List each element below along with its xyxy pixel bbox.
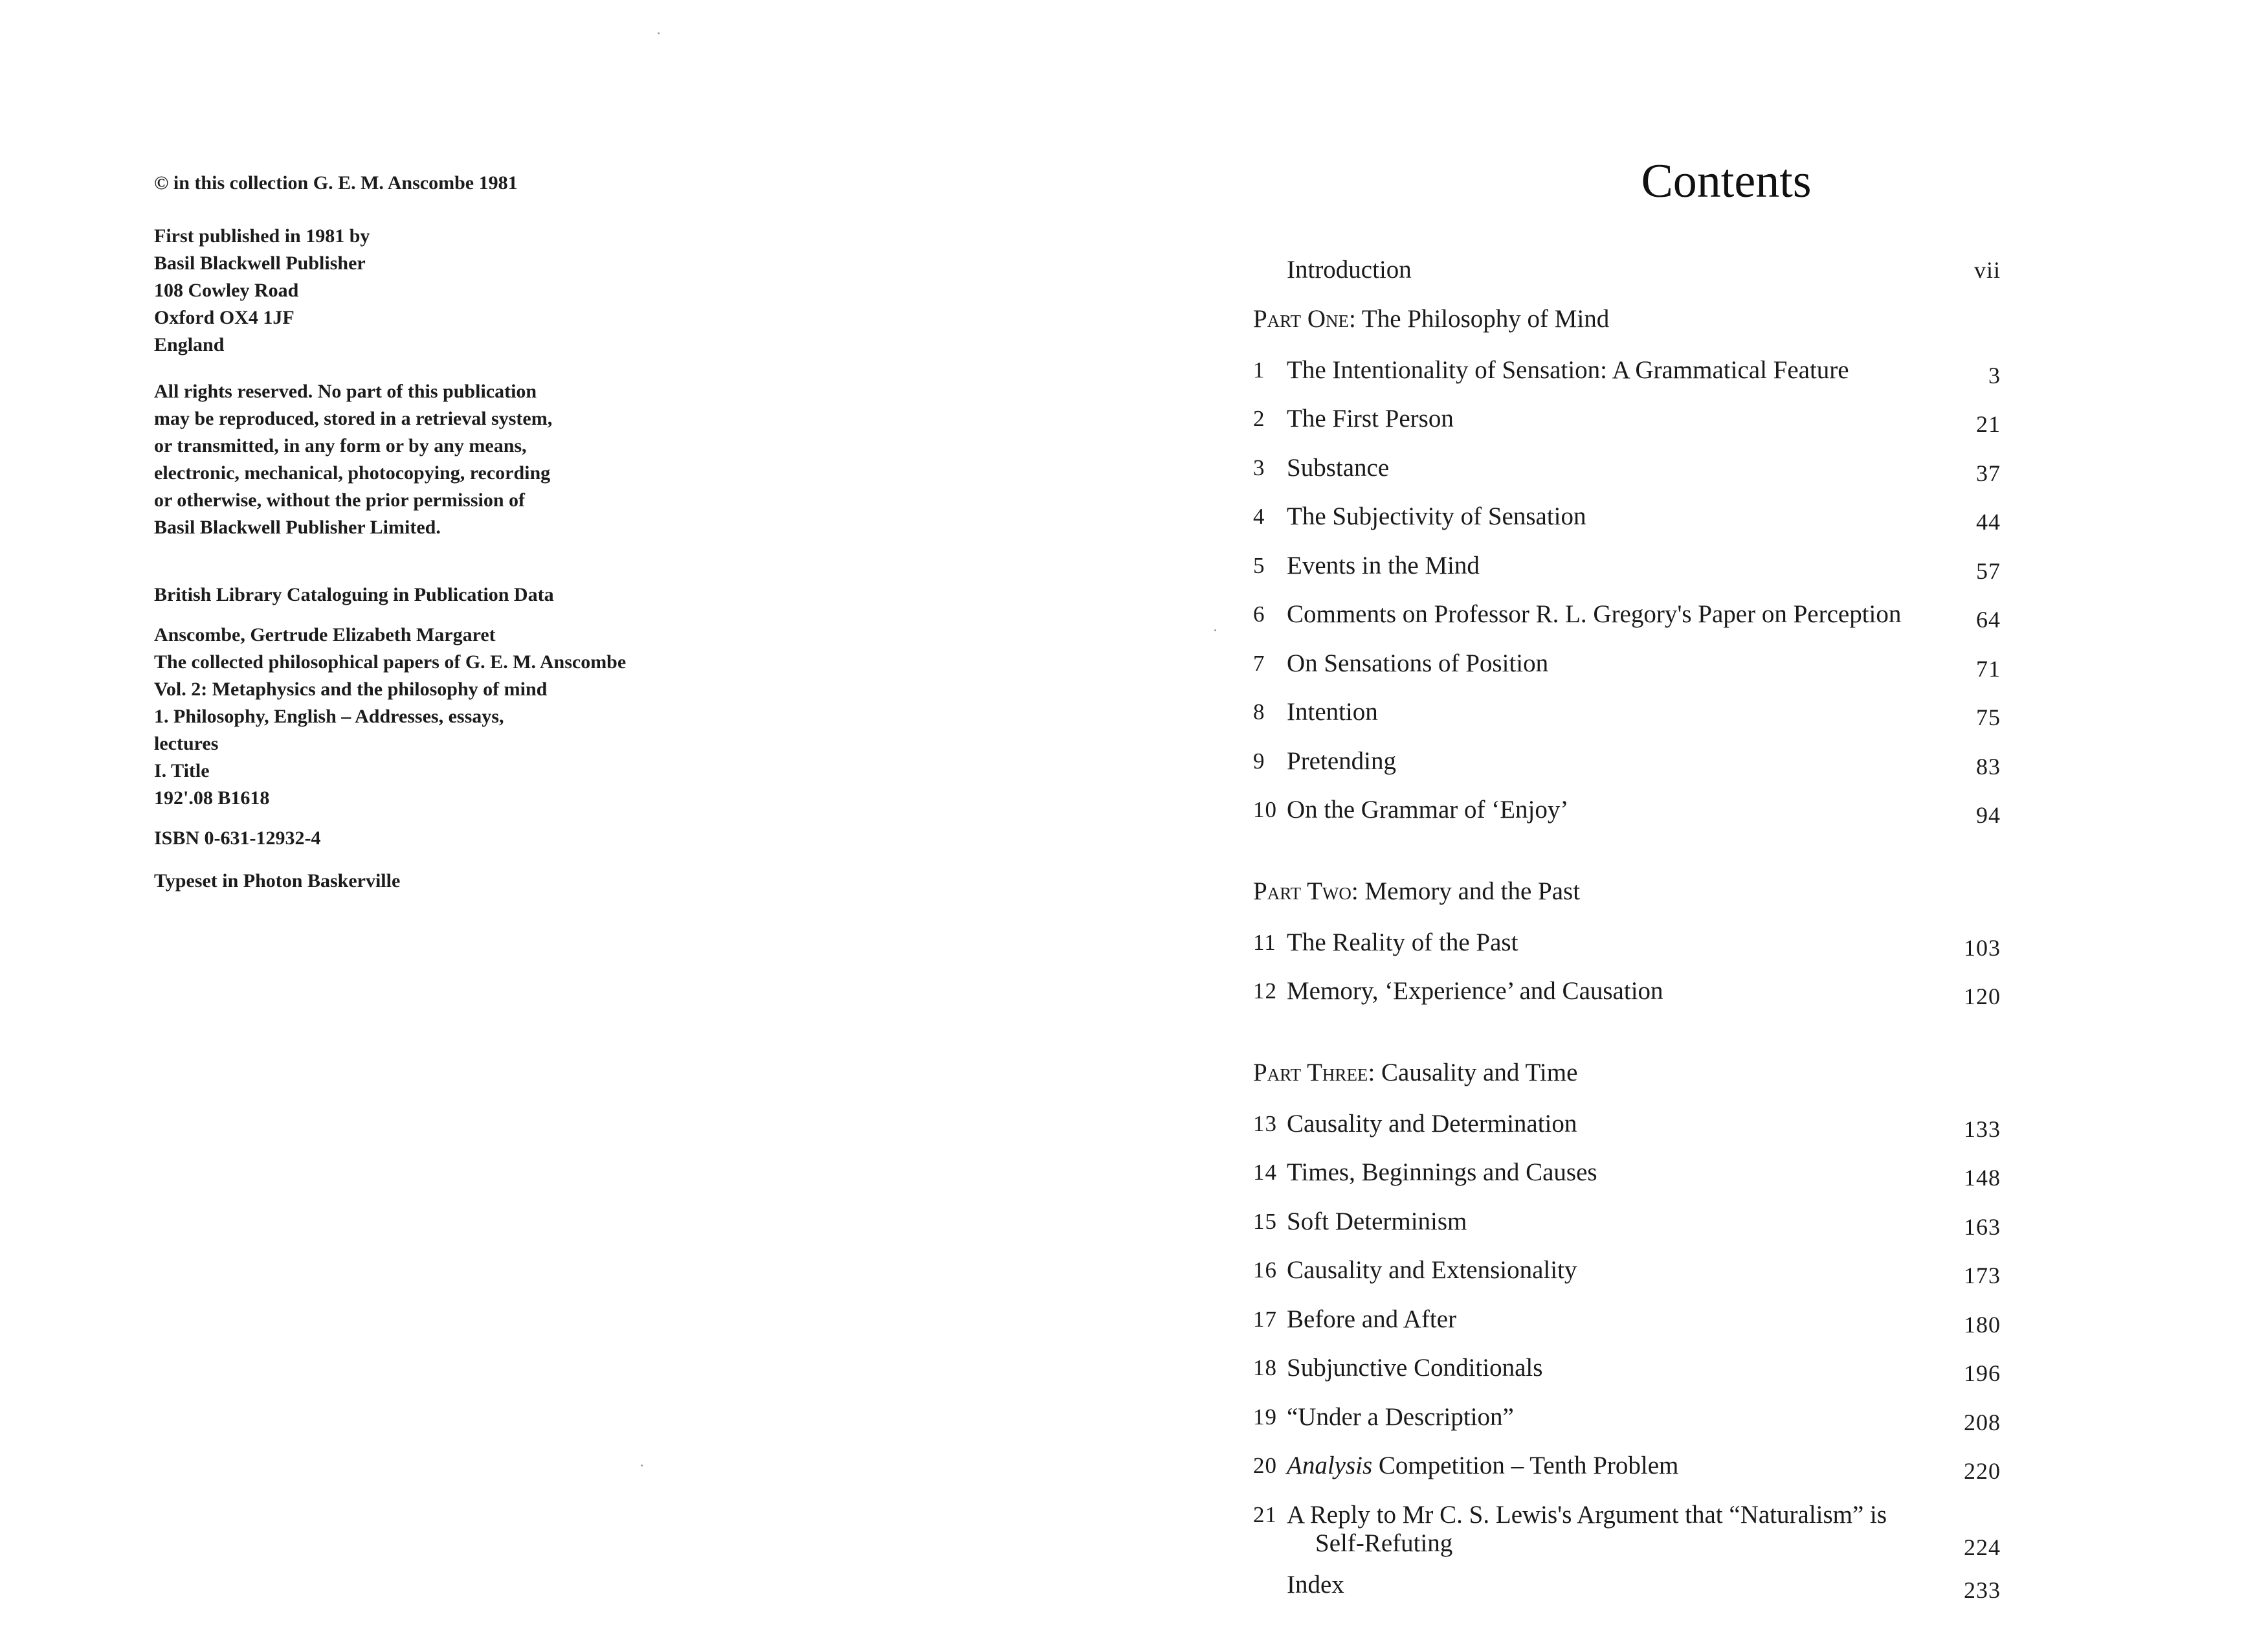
toc-entry-title: Intention	[1287, 698, 1378, 726]
toc-entry[interactable]	[1253, 1402, 2001, 1452]
toc-entry-number: 12	[1253, 978, 1277, 1004]
part-heading-label: Part Two	[1253, 877, 1351, 905]
toc-entry-page: 57	[1976, 557, 2001, 584]
toc-entry-title: Introduction	[1287, 256, 1412, 284]
cip-line: lectures	[154, 733, 219, 754]
toc-entry-page: 233	[1964, 1577, 2001, 1603]
contents-page	[1133, 0, 2268, 1651]
publisher-line: England	[154, 334, 225, 355]
toc-entry-number: 1	[1253, 357, 1265, 383]
isbn: ISBN 0-631-12932-4	[154, 827, 321, 849]
toc-entry-introduction[interactable]	[1253, 256, 2001, 305]
toc-entry[interactable]	[1253, 551, 2001, 601]
part-heading	[1253, 305, 1939, 356]
toc-entry-title: Causality and Extensionality	[1287, 1256, 1577, 1284]
toc-entry-page: 94	[1976, 802, 2001, 828]
toc-entry-title: Index	[1287, 1570, 1344, 1599]
publisher-line: Oxford OX4 1JF	[154, 307, 295, 328]
part-heading-label: Part One	[1253, 304, 1349, 333]
toc-entry-number: 2	[1253, 406, 1265, 431]
cip-line: 192'.08 B1618	[154, 787, 270, 809]
cip-heading: British Library Cataloguing in Publication Data	[154, 584, 554, 605]
toc-entry-page: 120	[1964, 983, 2001, 1009]
publisher-line: Basil Blackwell Publisher	[154, 253, 366, 274]
toc-entry-number: 15	[1253, 1208, 1277, 1234]
toc-entry-page: 3	[1988, 362, 2001, 388]
toc-entry-page: 208	[1964, 1409, 2001, 1435]
cip-line: I. Title	[154, 760, 210, 781]
toc-entry-page: vii	[1973, 257, 2001, 283]
table-of-contents	[1253, 256, 2001, 1619]
toc-entry-page: 64	[1976, 607, 2001, 633]
toc-entry-title: Times, Beginnings and Causes	[1287, 1158, 1597, 1186]
toc-entry-number: 17	[1253, 1306, 1277, 1332]
rights-line: electronic, mechanical, photocopying, recording	[154, 462, 551, 484]
toc-entry-page: 75	[1976, 704, 2001, 730]
part-heading	[1253, 1059, 1939, 1110]
scan-speck	[658, 32, 660, 34]
toc-entry-number: 21	[1253, 1501, 1277, 1527]
toc-entry-number: 5	[1253, 552, 1265, 578]
toc-entry-title: Comments on Professor R. L. Gregory's Paper on Perception	[1287, 600, 1902, 628]
rights-line: Basil Blackwell Publisher Limited.	[154, 517, 441, 538]
toc-entry-page: 220	[1964, 1458, 2001, 1484]
scan-speck	[1214, 629, 1216, 631]
cip-line: The collected philosophical papers of G. E. M. Anscombe	[154, 651, 627, 673]
toc-entry-page: 37	[1976, 460, 2001, 486]
toc-entry[interactable]	[1253, 600, 2001, 649]
part-heading-label: Part Three	[1253, 1058, 1368, 1086]
toc-entry[interactable]	[1253, 977, 2001, 1026]
toc-entry-page: 103	[1964, 934, 2001, 961]
scan-speck	[641, 1465, 643, 1466]
toc-entry-page: 133	[1964, 1116, 2001, 1142]
toc-entry-number: 19	[1253, 1404, 1277, 1430]
toc-entry[interactable]	[1253, 1354, 2001, 1403]
toc-entry-number: 20	[1253, 1453, 1277, 1478]
rights-line: may be reproduced, stored in a retrieval system,	[154, 408, 553, 429]
toc-entry[interactable]	[1253, 649, 2001, 699]
toc-entry-title-line2: Self-Refuting	[1315, 1529, 1453, 1557]
toc-entry-number: 11	[1253, 929, 1276, 955]
toc-entry-page: 148	[1964, 1165, 2001, 1191]
rights-block	[154, 378, 737, 541]
cip-line: Anscombe, Gertrude Elizabeth Margaret	[154, 624, 496, 646]
toc-entry-title	[1287, 1501, 1947, 1558]
toc-entry-title-line1: A Reply to Mr C. S. Lewis's Argument that “Naturalism” is	[1287, 1500, 1887, 1529]
toc-entry-title: Pretending	[1287, 747, 1396, 775]
part-heading-title: : The Philosophy of Mind	[1348, 304, 1610, 333]
toc-entry[interactable]	[1253, 796, 2001, 845]
toc-entry-title: On the Grammar of ‘Enjoy’	[1287, 796, 1569, 824]
toc-entry[interactable]	[1253, 1158, 2001, 1207]
toc-entry-title: Events in the Mind	[1287, 551, 1480, 579]
toc-entry-number: 4	[1253, 504, 1265, 529]
typeset-note: Typeset in Photon Baskerville	[154, 870, 401, 892]
page-title: Contents	[1641, 155, 1812, 208]
toc-entry-title: Substance	[1287, 453, 1390, 482]
toc-entry[interactable]	[1253, 698, 2001, 747]
toc-entry-number: 6	[1253, 601, 1265, 627]
toc-entry-title: The Reality of the Past	[1287, 928, 1518, 956]
toc-entry-page: 196	[1964, 1360, 2001, 1386]
cip-block	[154, 622, 737, 812]
toc-entry-page: 163	[1964, 1213, 2001, 1240]
toc-entry-page: 21	[1976, 411, 2001, 437]
toc-entry-title	[1287, 1452, 1678, 1480]
toc-entry[interactable]	[1253, 928, 2001, 978]
toc-entry-page: 83	[1976, 753, 2001, 780]
toc-entry-title-italic: Analysis	[1287, 1452, 1373, 1479]
toc-entry-title: Memory, ‘Experience’ and Causation	[1287, 977, 1663, 1005]
toc-entry[interactable]	[1253, 747, 2001, 796]
part-heading-title: : Causality and Time	[1368, 1058, 1578, 1086]
cip-line: Vol. 2: Metaphysics and the philosophy of mind	[154, 679, 548, 700]
toc-entry-number: 16	[1253, 1257, 1277, 1283]
toc-entry-title: On Sensations of Position	[1287, 649, 1549, 677]
toc-entry-page: 44	[1976, 509, 2001, 535]
toc-entry-number: 13	[1253, 1110, 1277, 1136]
publisher-block	[154, 223, 737, 359]
toc-entry-number: 18	[1253, 1355, 1277, 1380]
publisher-line: 108 Cowley Road	[154, 280, 299, 301]
toc-entry[interactable]	[1253, 1500, 2001, 1571]
toc-entry-title: Soft Determinism	[1287, 1207, 1467, 1235]
toc-entry-page: 224	[1964, 1534, 2001, 1560]
copyright-page	[0, 0, 1133, 1651]
toc-entry-number: 3	[1253, 455, 1265, 480]
toc-entry-title: The Subjectivity of Sensation	[1287, 502, 1586, 530]
imprint-text	[154, 170, 737, 895]
toc-entry-page: 180	[1964, 1311, 2001, 1338]
toc-entry-title: The First Person	[1287, 405, 1454, 432]
toc-entry-number: 9	[1253, 748, 1265, 774]
toc-entry-page: 173	[1964, 1263, 2001, 1288]
toc-entry[interactable]	[1253, 1452, 2001, 1501]
toc-entry-title: Causality and Determination	[1287, 1109, 1577, 1138]
toc-entry[interactable]	[1253, 405, 2001, 454]
toc-entry-title: The Intentionality of Sensation: A Grammatical Feature	[1287, 355, 1849, 384]
toc-entry-number: 14	[1253, 1160, 1277, 1185]
toc-entry-title: Before and After	[1287, 1305, 1457, 1333]
toc-entry[interactable]	[1253, 502, 2001, 552]
toc-entry[interactable]	[1253, 1207, 2001, 1257]
toc-entry-page: 71	[1976, 655, 2001, 682]
copyright-line: © in this collection G. E. M. Anscombe 1981	[154, 172, 518, 194]
toc-entry[interactable]	[1253, 1305, 2001, 1354]
rights-line: All rights reserved. No part of this publication	[154, 381, 537, 402]
rights-line: or otherwise, without the prior permission of	[154, 489, 526, 511]
toc-entry[interactable]	[1253, 1109, 2001, 1159]
toc-entry[interactable]	[1253, 355, 2001, 405]
toc-entry-index[interactable]	[1253, 1570, 2001, 1620]
toc-entry-number: 8	[1253, 699, 1265, 724]
toc-entry-title-rest: Competition – Tenth Problem	[1372, 1452, 1679, 1479]
toc-entry[interactable]	[1253, 453, 2001, 503]
part-heading	[1253, 877, 1939, 928]
toc-entry-title: “Under a Description”	[1287, 1402, 1514, 1431]
toc-entry-number: 10	[1253, 797, 1277, 822]
publisher-line: First published in 1981 by	[154, 225, 370, 247]
rights-line: or transmitted, in any form or by any means,	[154, 435, 527, 456]
toc-entry-title: Subjunctive Conditionals	[1287, 1354, 1543, 1382]
toc-entry-number: 7	[1253, 650, 1265, 676]
part-heading-title: : Memory and the Past	[1351, 877, 1581, 905]
cip-line: 1. Philosophy, English – Addresses, essays,	[154, 706, 504, 727]
toc-entry[interactable]	[1253, 1256, 2001, 1305]
